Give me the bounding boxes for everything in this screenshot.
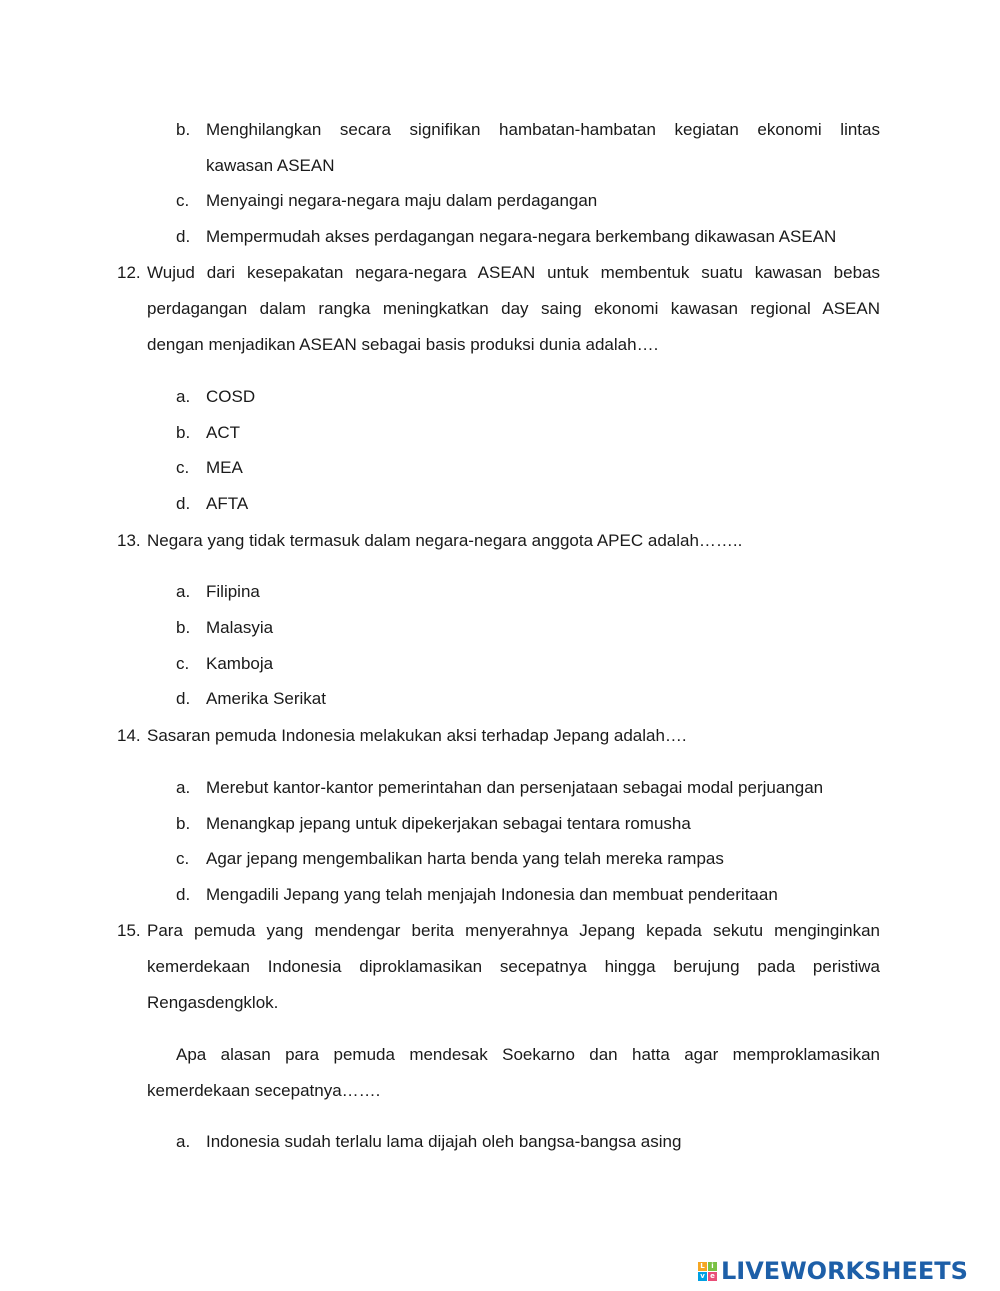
question-text-line: perdagangan dalam rangka meningkatkan day saing ekonomi kawasan regional ASEAN [147,299,880,318]
question-number: 15. [117,921,141,940]
option-text: COSD [206,387,256,406]
option-text: Agar jepang mengembalikan harta benda yang telah mereka rampas [206,849,724,868]
option-text-continued: kawasan ASEAN [206,156,335,175]
option-letter: d. [176,689,191,708]
option-letter: c. [176,849,190,868]
question-text-line: kemerdekaan Indonesia diproklamasikan secepatnya hingga berujung pada peristiwa [147,957,880,976]
option-letter: d. [176,885,191,904]
logo-block: v [698,1272,707,1281]
option-letter: b. [176,120,191,139]
option-letter: c. [176,191,190,210]
option-letter: b. [176,618,191,637]
question-text-line: Negara yang tidak termasuk dalam negara-negara anggota APEC adalah…….. [147,531,743,550]
logo-blocks-icon [698,1262,717,1281]
option-text: MEA [206,458,243,477]
logo-text: LIVEWORKSHEETS [721,1257,968,1285]
question-prompt-line: Apa alasan para pemuda mendesak Soekarno dan hatta agar memproklamasikan [176,1045,880,1064]
option-text: Mengadili Jepang yang telah menjajah Indonesia dan membuat penderitaan [206,885,778,904]
option-text: Malasyia [206,618,274,637]
option-letter: d. [176,227,191,246]
option-text: Mempermudah akses perdagangan negara-negara berkembang dikawasan ASEAN [206,227,837,246]
option-letter: a. [176,1132,191,1151]
question-text-line: dengan menjadikan ASEAN sebagai basis produksi dunia adalah…. [147,335,659,354]
logo-block: e [708,1272,717,1281]
liveworksheets-logo [698,1256,968,1286]
logo-block: L [698,1262,707,1271]
option-text: Kamboja [206,654,274,673]
option-text: Filipina [206,582,260,601]
option-letter: a. [176,582,191,601]
option-text: AFTA [206,494,249,513]
option-letter: d. [176,494,191,513]
option-text: Merebut kantor-kantor pemerintahan dan persenjataan sebagai modal perjuangan [206,778,824,797]
question-number: 14. [117,726,141,745]
question-text-line: Wujud dari kesepakatan negara-negara ASEAN untuk membentuk suatu kawasan bebas [147,263,880,282]
option-letter: c. [176,458,190,477]
question-text-line: Para pemuda yang mendengar berita menyerahnya Jepang kepada sekutu menginginkan [147,921,880,940]
option-text: ACT [206,423,240,442]
question-text-line: Sasaran pemuda Indonesia melakukan aksi terhadap Jepang adalah…. [147,726,687,745]
question-number: 12. [117,263,141,282]
option-letter: b. [176,423,191,442]
option-text: Menangkap jepang untuk dipekerjakan sebagai tentara romusha [206,814,691,833]
option-letter: a. [176,387,191,406]
question-prompt-line: kemerdekaan secepatnya……. [147,1081,381,1100]
logo-block: i [708,1262,717,1271]
question-number: 13. [117,531,141,550]
option-text: Amerika Serikat [206,689,326,708]
option-letter: a. [176,778,191,797]
option-text: Indonesia sudah terlalu lama dijajah oleh bangsa-bangsa asing [206,1132,682,1151]
option-text: Menyaingi negara-negara maju dalam perdagangan [206,191,598,210]
question-text-line: Rengasdengklok. [147,993,279,1012]
option-letter: c. [176,654,190,673]
option-text: Menghilangkan secara signifikan hambatan-hambatan kegiatan ekonomi lintas [206,120,880,139]
option-letter: b. [176,814,191,833]
